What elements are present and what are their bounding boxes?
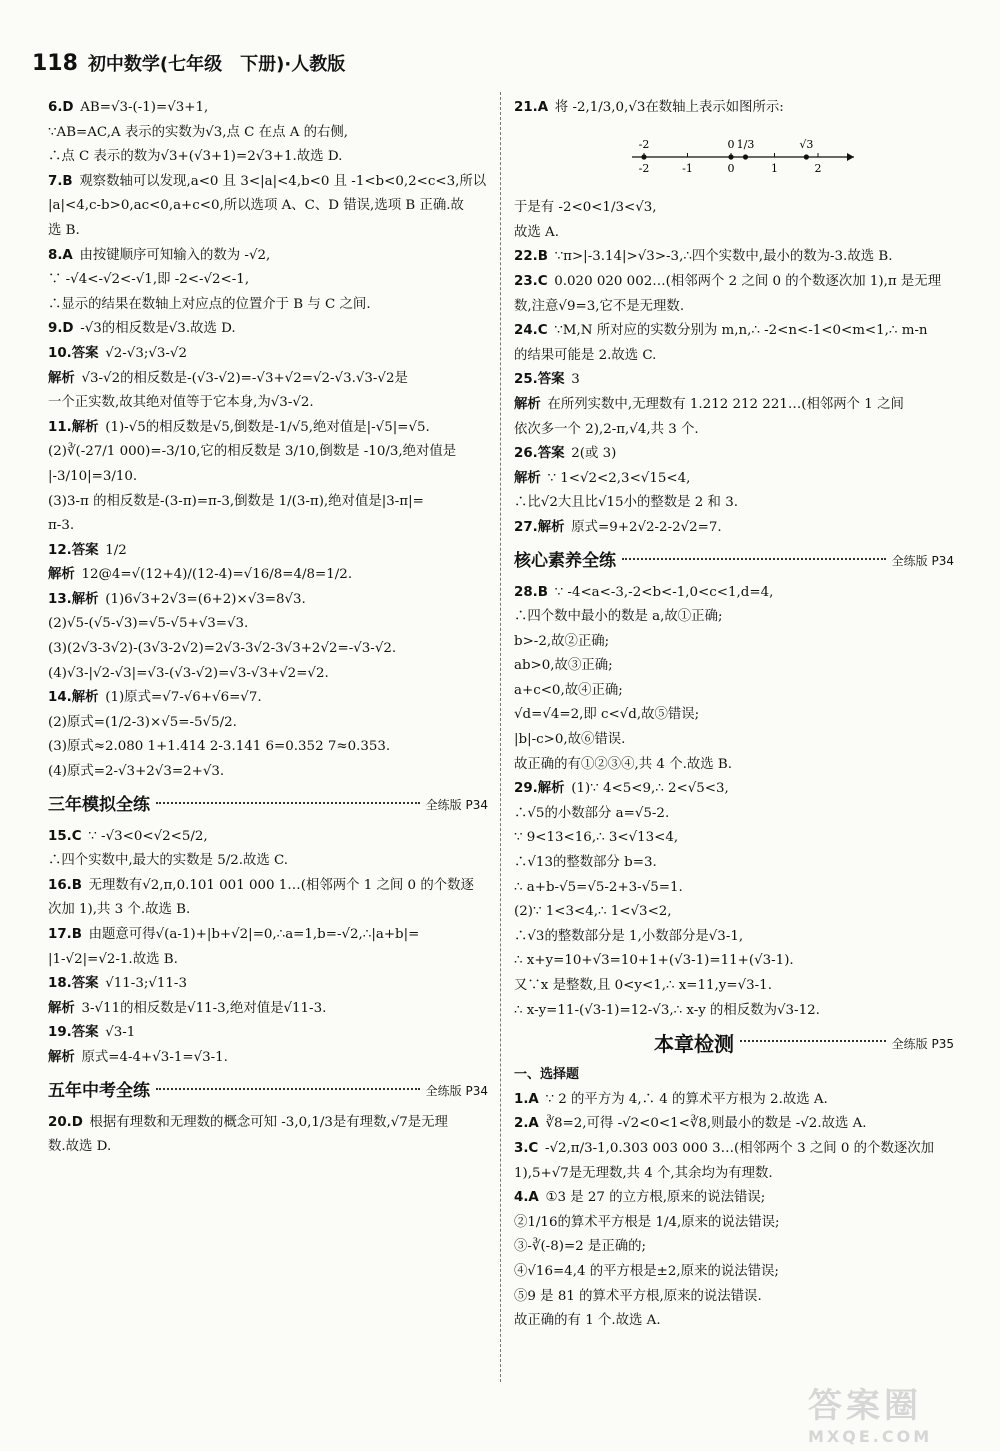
answer-text: 选 B. <box>48 222 80 238</box>
answer-text: 根据有理数和无理数的概念可知 -3,0,1/3是有理数,√7是无理 <box>89 1114 448 1130</box>
answer-line <box>48 465 488 490</box>
answer-line <box>514 442 954 467</box>
answer-text: ∵AB=AC,A 表示的实数为√3,点 C 在点 A 的右侧, <box>48 124 349 140</box>
section-header <box>48 791 488 821</box>
answer-text: (4)原式=2-√3+2√3=2+√3. <box>48 764 225 780</box>
answer-line <box>514 1162 954 1187</box>
answer-line <box>48 219 488 244</box>
answer-text: ∴ a+b-√5=√5-2+3-√5=1. <box>514 879 683 895</box>
answer-text: 次加 1),共 3 个.故选 B. <box>48 902 191 918</box>
answer-line <box>514 418 954 443</box>
answer-text: ∴√5的小数部分 a=√5-2. <box>514 805 670 821</box>
section-header <box>514 1029 954 1059</box>
page-number: 118 <box>32 51 78 76</box>
answer-line <box>48 662 488 687</box>
section-page-ref: 全练版 P34 <box>891 554 954 569</box>
answer-line <box>514 605 954 630</box>
answer-text: ∛8=2,可得 -√2<0<1<∛8,则最小的数是 -√2.故选 A. <box>545 1116 867 1132</box>
question-number: 3.C <box>514 1140 539 1156</box>
answer-line <box>514 1088 954 1113</box>
question-number: 18.答案 <box>48 976 99 992</box>
column-divider <box>500 92 501 1382</box>
answer-text: ∴点 C 表示的数为√3+(√3+1)=2√3+1.故选 D. <box>48 149 343 165</box>
answer-line <box>514 344 954 369</box>
answer-text: ∴显示的结果在数轴上对应点的位置介于 B 与 C 之间. <box>48 296 371 312</box>
answer-line <box>48 539 488 564</box>
number-line-point-label: 1/3 <box>736 137 755 151</box>
answer-text: 观察数轴可以发现,a<0 且 3<|a|<4,b<0 且 -1<b<0,2<c<3,所以 <box>79 173 487 189</box>
question-number: 19.答案 <box>48 1025 99 1041</box>
answer-line <box>514 679 954 704</box>
answer-text: √3-√2的相反数是-(√3-√2)=-√3+√2=√2-√3.√3-√2是 <box>81 370 408 386</box>
answer-line <box>514 96 954 121</box>
answer-line <box>48 948 488 973</box>
answer-text: 故选 A. <box>514 224 559 240</box>
answer-text: ②1/16的算术平方根是 1/4,原来的说法错误; <box>514 1214 780 1230</box>
answer-line <box>514 1112 954 1137</box>
answer-line <box>514 491 954 516</box>
question-number: 28.B <box>514 584 548 600</box>
answer-text: 3-√11的相反数是√11-3,绝对值是√11-3. <box>81 1000 327 1016</box>
answer-line <box>48 588 488 613</box>
answer-line <box>514 1285 954 1310</box>
answer-text: 在所列实数中,无理数有 1.212 212 221…(相邻两个 1 之间 <box>547 396 904 412</box>
section-header <box>514 547 954 577</box>
answer-text: √2-√3;√3-√2 <box>105 345 187 361</box>
answer-line <box>48 96 488 121</box>
answer-text: ⑤9 是 81 的算术平方根,原来的说法错误. <box>514 1288 762 1304</box>
answer-line <box>48 317 488 342</box>
answer-line <box>514 949 954 974</box>
question-number: 7.B <box>48 173 73 189</box>
question-number: 15.C <box>48 828 82 844</box>
answer-text: 原式=4-4+√3-1=√3-1. <box>81 1049 228 1065</box>
question-number: 解析 <box>48 567 75 583</box>
section-title: 核心素养全练 <box>514 551 616 572</box>
answer-line <box>514 703 954 728</box>
number-line-point-label: √3 <box>799 137 814 151</box>
answer-line <box>514 802 954 827</box>
question-number: 25.答案 <box>514 372 565 388</box>
answer-text: 故正确的有 1 个.故选 A. <box>514 1313 661 1329</box>
question-number: 1.A <box>514 1091 539 1107</box>
answer-line <box>48 1135 488 1160</box>
answer-text: 由题意可得√(a-1)+|b+√2|=0,∴a=1,b=-√2,∴|a+b|= <box>88 927 420 942</box>
answer-line <box>48 637 488 662</box>
number-line-point <box>804 154 809 159</box>
number-line-tick-label: 0 <box>727 161 735 175</box>
answer-text: (1)6√3+2√3=(6+2)×√3=8√3. <box>105 591 306 607</box>
section-leader-dots <box>622 558 886 560</box>
answer-text: 3 <box>571 372 580 388</box>
page-header <box>32 50 345 78</box>
answer-text: (1)∵ 4<5<9,∴ 2<√5<3, <box>571 781 729 797</box>
question-number: 解析 <box>48 370 75 386</box>
answer-line <box>514 516 954 541</box>
answer-line <box>48 121 488 146</box>
section-page-ref: 全练版 P35 <box>891 1036 954 1051</box>
answer-text: a+c<0,故④正确; <box>514 682 623 698</box>
answer-line <box>48 711 488 736</box>
section-leader-dots <box>156 1088 420 1090</box>
question-number: 13.解析 <box>48 591 99 607</box>
answer-text: ∴四个数中最小的数是 a,故①正确; <box>514 609 723 625</box>
answer-line <box>514 999 954 1024</box>
number-line-tick-label: 1 <box>771 161 778 175</box>
answer-line <box>514 654 954 679</box>
section-leader-dots <box>156 802 420 804</box>
answer-line <box>48 145 488 170</box>
answer-line <box>48 972 488 997</box>
question-number: 解析 <box>48 1049 75 1065</box>
question-number: 4.A <box>514 1190 539 1206</box>
question-number: 27.解析 <box>514 519 565 535</box>
answer-text: √3-1 <box>105 1025 136 1041</box>
question-number: 2.A <box>514 1116 539 1132</box>
answer-line <box>48 440 488 465</box>
answer-text: ∵ 9<13<16,∴ 3<√13<4, <box>514 830 679 846</box>
answer-line <box>514 777 954 802</box>
answer-line <box>48 760 488 785</box>
answer-line <box>48 342 488 367</box>
answer-text: (3)原式≈2.080 1+1.414 2-3.141 6=0.352 7≈0.353. <box>48 739 391 755</box>
answer-text: (1)原式=√7-√6+√6=√7. <box>105 690 262 706</box>
answer-line <box>514 1137 954 1162</box>
question-number: 12.答案 <box>48 542 99 558</box>
section-page-ref: 全练版 P34 <box>425 798 488 813</box>
answer-line <box>48 367 488 392</box>
answer-line <box>514 295 954 320</box>
question-number: 解析 <box>48 1000 75 1016</box>
answer-line <box>48 612 488 637</box>
answer-text: 2(或 3) <box>571 446 617 462</box>
answer-text: ③-∛(-8)=2 是正确的; <box>514 1239 647 1255</box>
answer-line <box>514 851 954 876</box>
answer-text: ∵ -√4<-√2<-√1,即 -2<-√2<-1, <box>48 272 250 288</box>
watermark-logo <box>808 1378 988 1444</box>
answer-line <box>48 997 488 1022</box>
answer-text: ∴ x-y=11-(√3-1)=12-√3,∴ x-y 的相反数为√3-12. <box>514 1002 820 1018</box>
answer-line <box>48 514 488 539</box>
answer-line <box>48 293 488 318</box>
answer-line <box>514 1235 954 1260</box>
answer-text: √d=√4=2,即 c<√d,故⑤错误; <box>514 707 700 723</box>
section-title: 本章检测 <box>654 1031 734 1056</box>
answer-text: |1-√2|=√2-1.故选 B. <box>48 951 178 967</box>
question-number: 24.C <box>514 323 548 339</box>
answer-text: √11-3;√11-3 <box>105 976 187 992</box>
question-number: 21.A <box>514 100 549 115</box>
answer-line <box>514 319 954 344</box>
answer-text: ∵ -4<a<-3,-2<b<-1,0<c<1,d=4, <box>554 584 774 600</box>
section-leader-dots <box>740 1040 886 1042</box>
number-line-tick-label: 2 <box>814 161 822 175</box>
answer-line <box>514 221 954 246</box>
answer-text: ∴比√2大且比√15小的整数是 2 和 3. <box>514 495 738 511</box>
question-number: 29.解析 <box>514 781 565 797</box>
answer-line <box>514 925 954 950</box>
answer-text: (2)√5-(√5-√3)=√5-√5+√3=√3. <box>48 616 249 632</box>
answer-line <box>48 1021 488 1046</box>
answer-line <box>514 270 954 295</box>
answer-text: 12@4=√(12+4)/(12-4)=√16/8=4/8=1/2. <box>81 567 353 583</box>
answer-text: (1)-√5的相反数是√5,倒数是-1/√5,绝对值是|-√5|=√5. <box>105 419 430 435</box>
number-line-arrow <box>847 153 854 161</box>
answer-text: 又∵x 是整数,且 0<y<1,∴ x=11,y=√3-1. <box>514 978 772 993</box>
answer-line <box>48 686 488 711</box>
answer-line <box>514 1186 954 1211</box>
number-line-point <box>728 154 733 159</box>
answer-text: 无理数有√2,π,0.101 001 000 1…(相邻两个 1 之间 0 的个数逐 <box>88 877 474 893</box>
answer-text: |b|-c>0,故⑥错误. <box>514 732 626 748</box>
answer-line <box>48 825 488 850</box>
answer-line <box>514 467 954 492</box>
question-number: 10.答案 <box>48 345 99 361</box>
answer-line <box>514 368 954 393</box>
question-number: 解析 <box>514 396 541 412</box>
number-line-tick-label: -1 <box>682 161 693 175</box>
answer-text: 故正确的有①②③④,共 4 个.故选 B. <box>514 756 732 772</box>
question-number: 11.解析 <box>48 419 99 435</box>
answer-text: -√3的相反数是√3.故选 D. <box>80 321 236 337</box>
section-page-ref: 全练版 P34 <box>425 1084 488 1099</box>
answer-line <box>514 876 954 901</box>
answer-text: π-3. <box>48 518 75 534</box>
question-number: 8.A <box>48 247 73 263</box>
answer-line <box>48 735 488 760</box>
answer-text: |a|<4,c-b>0,ac<0,a+c<0,所以选项 A、C、D 错误,选项 B 正确.故 <box>48 198 464 214</box>
section-header <box>48 1077 488 1107</box>
answer-text: AB=√3-(-1)=√3+1, <box>80 100 209 115</box>
answer-text: (2)∵ 1<3<4,∴ 1<√3<2, <box>514 904 672 920</box>
answer-line <box>48 170 488 195</box>
answer-line <box>514 393 954 418</box>
answer-text: ④√16=4,4 的平方根是±2,原来的说法错误; <box>514 1263 779 1279</box>
answer-line <box>514 196 954 221</box>
question-number: 9.D <box>48 321 74 337</box>
answer-text: ∵π>|-3.14|>√3>-3,∴四个实数中,最小的数为-3.故选 B. <box>554 249 893 265</box>
answer-text: b>-2,故②正确; <box>514 633 610 649</box>
number-line-point <box>641 154 646 159</box>
answer-text: 一个正实数,故其绝对值等于它本身,为√3-√2. <box>48 395 314 411</box>
answer-text: (3)(2√3-3√2)-(3√3-2√2)=2√3-3√2-3√3+2√2=-√3-√2. <box>48 641 397 657</box>
answer-line <box>514 1260 954 1285</box>
answer-text: 原式=9+2√2-2-2√2=7. <box>571 519 722 535</box>
answer-text: 数,注意√9=3,它不是无理数. <box>514 298 685 314</box>
question-number: 14.解析 <box>48 690 99 706</box>
answer-text: ∴四个实数中,最大的实数是 5/2.故选 C. <box>48 853 289 869</box>
answer-line <box>48 1046 488 1071</box>
number-line-point-label: 0 <box>727 137 735 151</box>
answer-line <box>514 728 954 753</box>
answer-line <box>48 244 488 269</box>
number-line-diagram <box>624 123 864 185</box>
question-number: 解析 <box>514 470 541 486</box>
answer-line <box>48 849 488 874</box>
answer-text: ①3 是 27 的立方根,原来的说法错误; <box>545 1190 766 1206</box>
answer-text: ∵ 2 的平方为 4,∴ 4 的算术平方根为 2.故选 A. <box>545 1091 828 1107</box>
sub-heading: 一、选择题 <box>514 1067 580 1083</box>
answer-line <box>48 898 488 923</box>
answer-text: 依次多一个 2),2-π,√4,共 3 个. <box>514 421 699 437</box>
answer-text: ∴ x+y=10+√3=10+1+(√3-1)=11+(√3-1). <box>514 953 794 969</box>
answer-text: 1),5+√7是无理数,共 4 个,其余均为有理数. <box>514 1165 773 1181</box>
number-line-point-label: -2 <box>638 137 650 151</box>
left-column <box>48 96 488 1160</box>
answer-line <box>514 753 954 778</box>
answer-text: 由按键顺序可知输入的数为 -√2, <box>79 247 271 263</box>
answer-line <box>48 490 488 515</box>
answer-text: -√2,π/3-1,0.303 003 000 3…(相邻两个 3 之间 0 的个数逐次加 <box>544 1140 935 1156</box>
answer-line <box>48 563 488 588</box>
number-line-point <box>743 154 748 159</box>
answer-text: |-3/10|=3/10. <box>48 468 138 484</box>
answer-line <box>514 245 954 270</box>
answer-line <box>48 391 488 416</box>
answer-text: ∵ -√3<0<√2<5/2, <box>88 828 208 844</box>
number-line-tick-label: -2 <box>638 161 650 175</box>
answer-text: 0.020 020 002…(相邻两个 2 之间 0 的个数逐次加 1),π 是无理 <box>554 273 942 289</box>
question-number: 23.C <box>514 273 548 289</box>
section-title: 三年模拟全练 <box>48 795 150 816</box>
question-number: 22.B <box>514 249 548 265</box>
question-number: 20.D <box>48 1114 83 1130</box>
section-title: 五年中考全练 <box>48 1081 150 1102</box>
answer-text: 将 -2,1/3,0,√3在数轴上表示如图所示: <box>554 100 784 115</box>
answer-text: 于是有 -2<0<1/3<√3, <box>514 200 657 216</box>
answer-line <box>48 923 488 948</box>
answer-text: ∵M,N 所对应的实数分别为 m,n,∴ -2<n<-1<0<m<1,∴ m-n <box>554 323 928 339</box>
answer-line <box>514 900 954 925</box>
answer-text: 1/2 <box>105 542 127 558</box>
watermark-top: 答案圈 <box>808 1386 922 1426</box>
answer-line <box>514 974 954 999</box>
question-number: 6.D <box>48 100 74 115</box>
answer-text: 数.故选 D. <box>48 1139 112 1155</box>
answer-line <box>514 581 954 606</box>
answer-text: ∴√13的整数部分 b=3. <box>514 855 657 871</box>
question-number: 17.B <box>48 927 82 942</box>
right-column <box>514 96 954 1334</box>
answer-text: (2)原式=(1/2-3)×√5=-5√5/2. <box>48 714 237 730</box>
watermark-bottom: MXQE.COM <box>808 1427 933 1446</box>
answer-line <box>514 1211 954 1236</box>
answer-line <box>48 268 488 293</box>
book-title: 初中数学(七年级 下册)·人教版 <box>87 54 346 75</box>
answer-line <box>48 874 488 899</box>
answer-text: ∴√3的整数部分是 1,小数部分是√3-1, <box>514 928 744 944</box>
answer-line <box>514 1309 954 1334</box>
answer-text: ∵ 1<√2<2,3<√15<4, <box>547 470 691 486</box>
answer-line <box>514 630 954 655</box>
answer-text: (2)∛(-27/1 000)=-3/10,它的相反数是 3/10,倒数是 -10/3,绝对值是 <box>48 444 457 460</box>
question-number: 26.答案 <box>514 446 565 462</box>
answer-line <box>48 1111 488 1136</box>
answer-text: (4)√3-|√2-√3|=√3-(√3-√2)=√3-√3+√2=√2. <box>48 665 329 681</box>
question-number: 16.B <box>48 877 82 893</box>
answer-line <box>48 416 488 441</box>
answer-text: 的结果可能是 2.故选 C. <box>514 347 657 363</box>
answer-text: ab>0,故③正确; <box>514 658 613 674</box>
answer-line <box>514 826 954 851</box>
answer-line <box>48 194 488 219</box>
answer-text: (3)3-π 的相反数是-(3-π)=π-3,倒数是 1/(3-π),绝对值是|3-π|= <box>48 493 424 509</box>
